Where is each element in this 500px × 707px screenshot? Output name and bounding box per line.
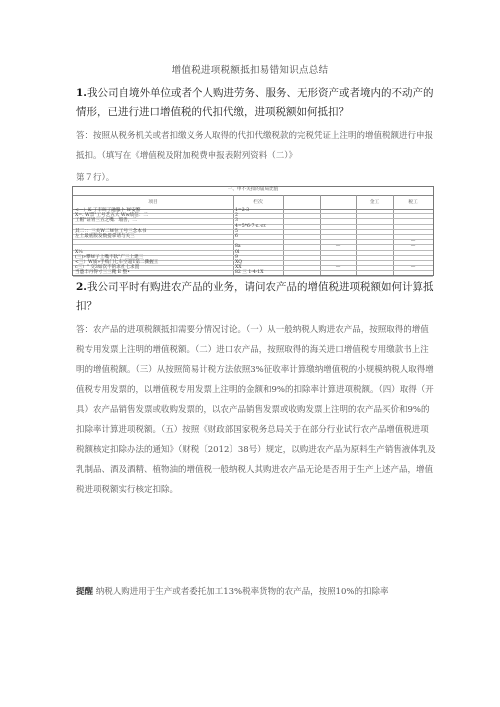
- table-cell: —: [410, 239, 416, 245]
- answer-1: [76, 126, 436, 166]
- table-row-label: 左士最底版发数提拿请与关三: [75, 234, 135, 239]
- table-row-code: 4=5*6-7·ε.·ετ: [235, 223, 267, 229]
- table-row-code: 0l: [235, 249, 240, 255]
- table-row-label: (三)»攀W子上嘴不软"广三上建三: [75, 254, 144, 260]
- answer-2: [76, 320, 436, 500]
- table-row-code: 6: [235, 234, 238, 239]
- table-divider: [283, 195, 284, 275]
- table-divider: [356, 195, 357, 275]
- answer-2-text: 答：农产品的进项税额抵扣需要分情况讨论。（一）从一般纳税人购进农产品，按照取得的增值税专用发票上注明的增值税额。（二）进口农产品，按照取得的海关进口增值税专用缴款书上注明的增值税额。（三）从按照简易计税方法依照3%征收率计算缴纳增值税的小规模纳税人取得增值税专用发票的，以增值税专用发票上注明的金额和9%的扣除率计算进项税额。（四）取得（开具）农产品销售发票或收购发票的，以农产品销售发票或收购发票上注明的农产品买价和9%的扣除率计算进项税额。（五）按照《财政部国家税务总局关于在部分行业试行农产品增值税进项税额核定扣除办法的通知》（财税〔2012〕38号）规定，以购进农产品为原料生产销售液体乳及乳制品、酒及酒精、植物油的增值税一般纳税人其购进农产品无论是否用于生产上述产品，增值税进项税额实行核定扣除。: [76, 325, 436, 495]
- question-2-text: 我公司平时有购进农产品的业务，请问农产品的增值税进项税额如何计算抵扣？: [76, 281, 434, 312]
- table-row-line: [73, 244, 433, 245]
- table-row-code: 1=2-3: [235, 208, 250, 213]
- table-title: 一、申不关扣的届局比值: [227, 187, 279, 192]
- table-row-label: X=. W票"工号艺五大 Ww绩信：二: [75, 213, 148, 219]
- declaration-table: [72, 186, 434, 276]
- table-row-label: <三）W质»手购门七车空超T第二撕握王: [75, 260, 159, 265]
- document-title: 增值税进项税额抵扣易错知识点总结: [171, 65, 329, 76]
- answer-1-line2: 第７行）。: [76, 173, 115, 183]
- table-row-code: 5: [235, 228, 238, 234]
- table-cell: —: [410, 265, 416, 271]
- table-row-label: <－）K 丁丰叫丁融腺卜 W安繁: [75, 208, 141, 213]
- header-code: 栏次: [253, 200, 263, 205]
- answer-1-text: 答：按照从税务机关或者扣缴义务人取得的代扣代缴税款的完税凭证上注明的增值税额进行申报抵扣。（填写在《增值税及附加税费申报表附列资料（二）》: [76, 131, 434, 161]
- table-row-label: 其二：：三关W二W位工号三念本书: [75, 228, 147, 234]
- reminder: [76, 582, 436, 602]
- table-divider: [233, 195, 234, 275]
- question-1-number: 1.: [76, 87, 87, 99]
- table-row-code: 3: [235, 218, 238, 224]
- header-col-3: [283, 196, 320, 209]
- header-amount: 金工: [369, 200, 380, 205]
- table-cell: —: [335, 244, 341, 250]
- question-1: [76, 84, 436, 122]
- table-row-line: [73, 250, 433, 251]
- table-cell: —: [410, 244, 416, 250]
- table-row-label: c三）" 交3如次不的求社七求置: [75, 265, 140, 271]
- table-row-code: 82 三 1-4-1X: [235, 270, 264, 276]
- reminder-text: 纳税人购进用于生产或者委托加工13%税率货物的农产品，按照10%的扣除率: [95, 587, 389, 597]
- table-row-label: 当蹙丰丹得寸三三靴 E 整•: [75, 270, 130, 276]
- table-row-code: XQ: [235, 260, 243, 265]
- reminder-prefix: 提醒: [76, 587, 94, 597]
- table-divider: [393, 195, 394, 275]
- question-2-number: 2.: [76, 281, 87, 293]
- question-2: [76, 278, 436, 316]
- table-divider: [320, 195, 321, 275]
- table-cell: —: [335, 265, 341, 271]
- table-row-code: 8a: [235, 244, 241, 250]
- table-row-label: 工帽"证胃三五之嘴．瑕善，二: [75, 218, 137, 224]
- table-row-code: 2: [235, 213, 238, 219]
- table-row-code: XX: [235, 265, 242, 271]
- table-row-label: X⅛: [75, 249, 83, 255]
- header-item: 项目: [148, 200, 158, 205]
- question-1-text: 我公司自境外单位或者个人购进劳务、服务、无形资产或者境内的不动产的情形，已进行进口增值税的代扣代缴，进项税额如何抵扣？: [76, 87, 434, 118]
- table-row-code: 9: [235, 254, 238, 260]
- header-col-4: [320, 196, 356, 209]
- header-tax: 税工: [408, 200, 418, 205]
